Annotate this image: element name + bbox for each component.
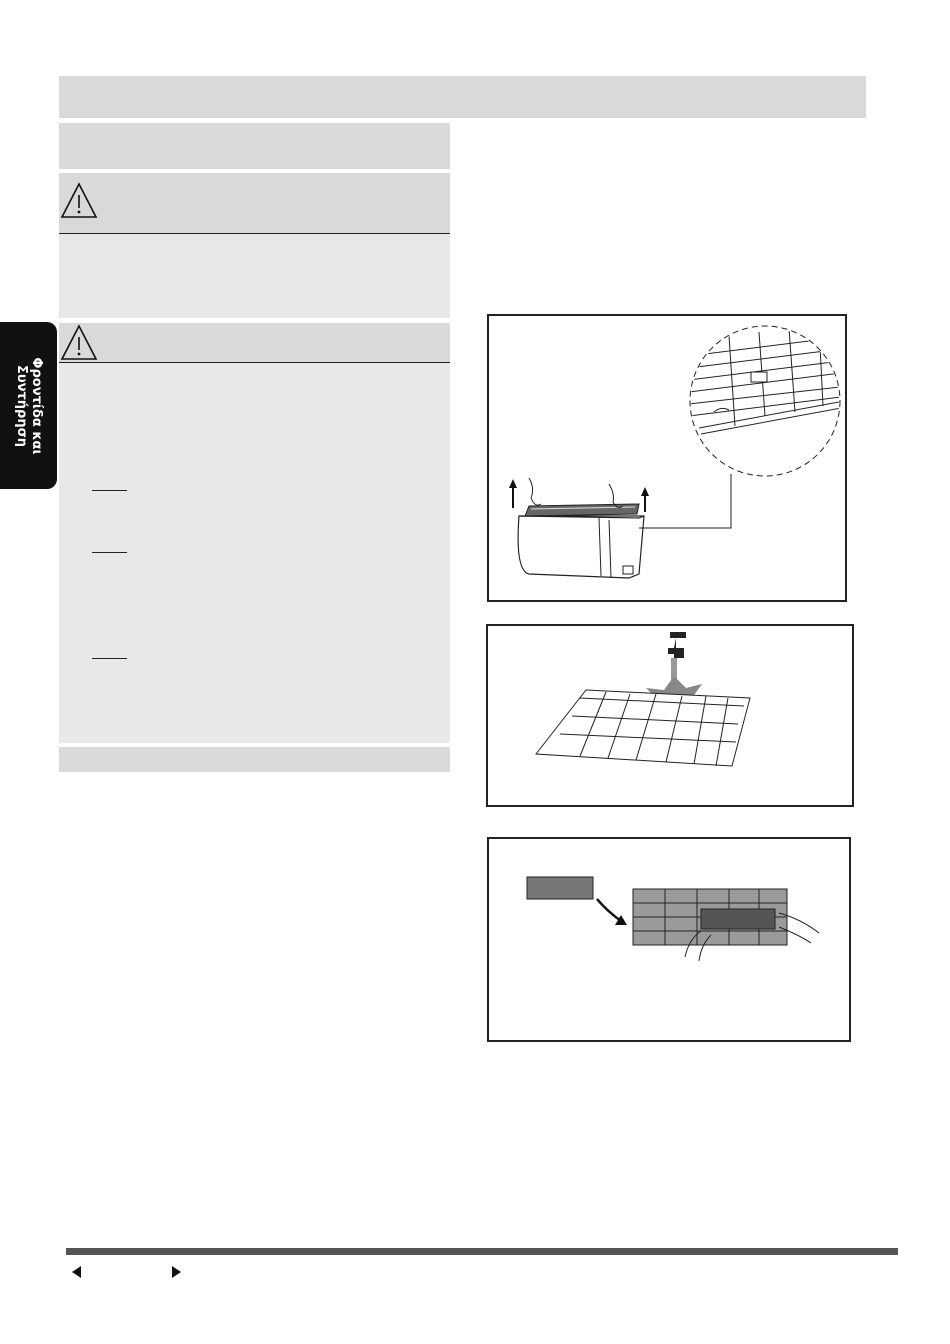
warning-header-2 bbox=[59, 323, 450, 362]
illustration-indoor-unit bbox=[489, 316, 845, 600]
figure-wash-filter bbox=[486, 624, 854, 807]
tab-label-line-2: Συντήρηση bbox=[13, 364, 29, 447]
step-marker-2 bbox=[92, 552, 127, 553]
subsection-band bbox=[59, 747, 450, 772]
tab-label-line-1: Φροντίδα και bbox=[28, 356, 44, 455]
section-tab-label bbox=[14, 357, 44, 454]
warning-triangle-icon bbox=[59, 323, 99, 363]
warning-triangle-icon bbox=[59, 181, 99, 221]
warning-body-1 bbox=[59, 234, 450, 318]
step-marker-1 bbox=[92, 490, 127, 491]
header-band bbox=[59, 76, 866, 118]
triangle-right-icon[interactable] bbox=[172, 1266, 181, 1278]
warning-body-2 bbox=[59, 363, 450, 743]
triangle-left-icon[interactable] bbox=[72, 1266, 81, 1278]
step-marker-3 bbox=[92, 658, 127, 659]
figure-remove-filter bbox=[487, 314, 847, 602]
footer-bar bbox=[66, 1248, 898, 1255]
warning-header-1 bbox=[59, 173, 450, 233]
illustration-filter-insert bbox=[489, 839, 849, 1040]
illustration-filter-tap bbox=[488, 626, 852, 805]
figure-insert-filter bbox=[487, 837, 851, 1042]
section-tab[interactable] bbox=[0, 322, 57, 489]
section-heading-band bbox=[59, 123, 450, 169]
